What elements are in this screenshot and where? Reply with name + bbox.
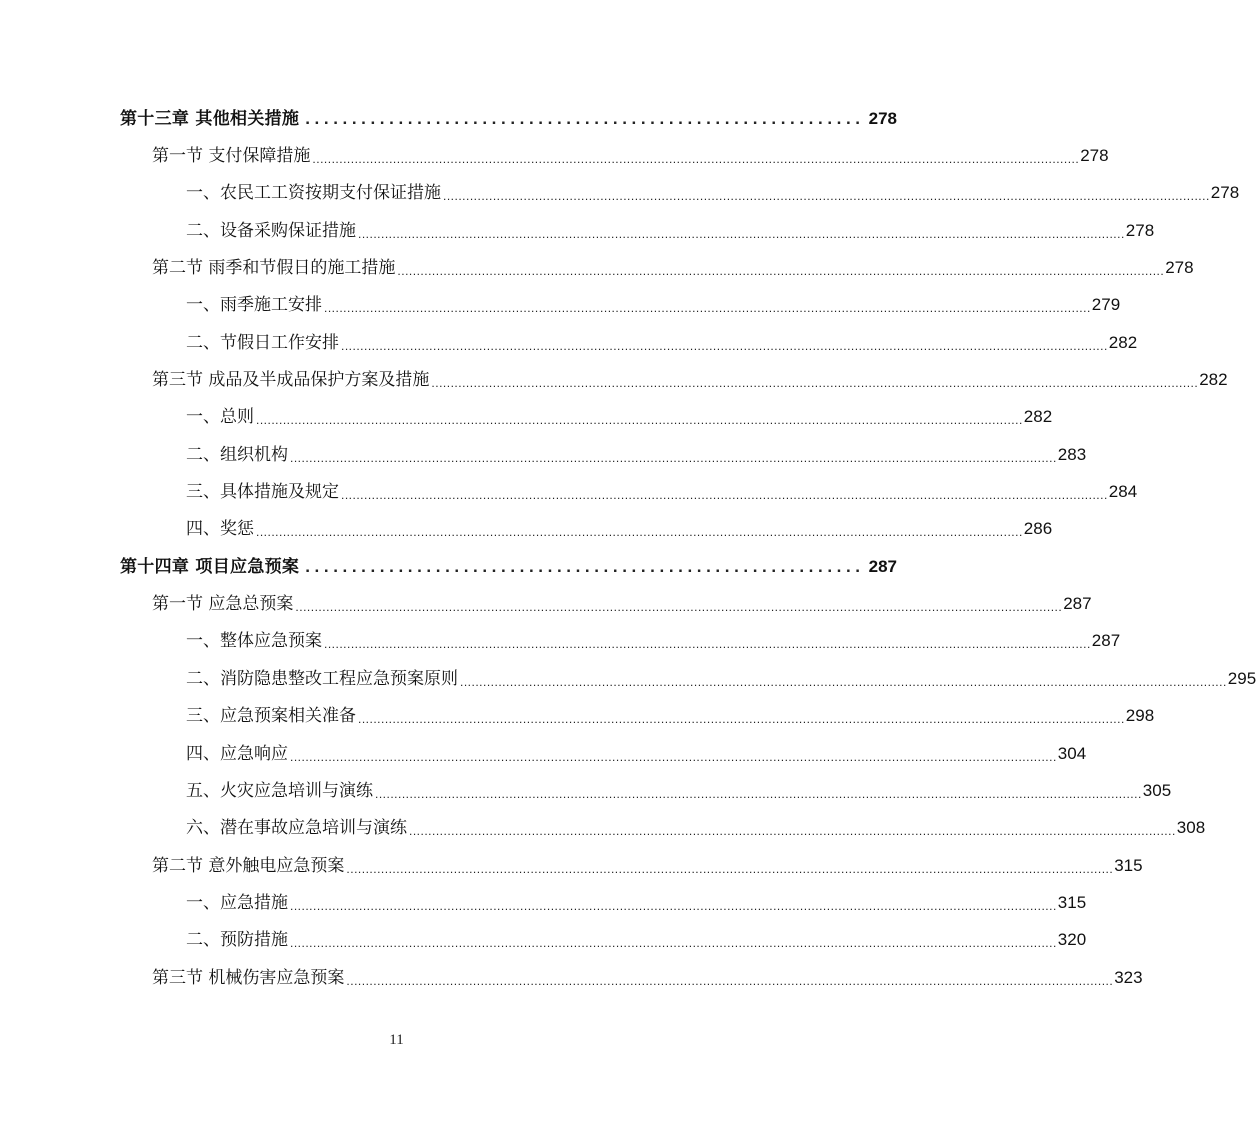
toc-entry-title: 第一节 应急总预案 <box>152 594 294 615</box>
toc-entry-page: 278 <box>1210 183 1240 203</box>
toc-entry-title: 第二节 意外触电应急预案 <box>152 855 345 876</box>
toc-entry-title: 一、整体应急预案 <box>186 631 322 652</box>
toc-entry-title: 一、雨季施工安排 <box>186 295 322 316</box>
toc-entry-page: 287 <box>868 556 897 576</box>
toc-entry-page: 287 <box>1063 594 1092 614</box>
toc-entry-title: 三、具体措施及规定 <box>186 482 339 503</box>
toc-subsection-entry[interactable] <box>0 175 1240 212</box>
toc-dot-leader: ........................................................................................................................................................................................................ <box>358 226 1125 241</box>
toc-entry-title: 四、应急响应 <box>186 743 288 764</box>
toc-dot-leader: ........................................................................................................................................................................................................ <box>290 749 1057 764</box>
toc-entry-page: 308 <box>1176 818 1206 838</box>
toc-dot-leader: ........................................................................................................................................................................................................ <box>256 525 1023 540</box>
toc-subsection-entry[interactable] <box>0 473 1138 510</box>
toc-subsection-entry[interactable] <box>0 772 1172 809</box>
toc-entry-title: 一、总则 <box>186 407 254 428</box>
toc-entry-title: 六、潜在事故应急培训与演练 <box>186 818 407 839</box>
toc-entry-title: 二、预防措施 <box>186 930 288 951</box>
toc-dot-leader: ........................................................................................................................................................................................................ <box>460 674 1227 689</box>
toc-entry-page: 315 <box>1114 855 1143 875</box>
toc-entry-title: 二、节假日工作安排 <box>186 332 339 353</box>
toc-entry-page: 278 <box>868 108 897 128</box>
toc-subsection-entry[interactable] <box>0 884 1087 921</box>
toc-dot-leader: ............................................................ <box>305 556 865 576</box>
toc-dot-leader: ............................................................ <box>305 108 865 128</box>
toc-section-entry[interactable] <box>0 847 1143 884</box>
toc-dot-leader: ........................................................................................................................................................................................................ <box>341 338 1108 353</box>
toc-entry-page: 279 <box>1091 295 1121 315</box>
toc-entry-title: 五、火灾应急培训与演练 <box>186 780 373 801</box>
toc-dot-leader: ........................................................................................................................................................................................................ <box>431 376 1199 391</box>
toc-entry-page: 278 <box>1125 220 1155 240</box>
toc-entry-page: 305 <box>1142 780 1172 800</box>
toc-entry-page: 320 <box>1057 930 1087 950</box>
toc-dot-leader: ........................................................................................................................................................................................................ <box>290 936 1057 951</box>
toc-entry-page: 282 <box>1108 332 1138 352</box>
toc-dot-leader: ........................................................................................................................................................................................................ <box>375 786 1142 801</box>
toc-entry-title: 第二节 雨季和节假日的施工措施 <box>152 258 396 279</box>
toc-entry-title: 四、奖惩 <box>186 519 254 540</box>
toc-dot-leader: ........................................................................................................................................................................................................ <box>256 413 1023 428</box>
toc-subsection-entry[interactable] <box>0 922 1087 959</box>
toc-entry-page: 283 <box>1057 444 1087 464</box>
toc-dot-leader: ........................................................................................................................................................................................................ <box>290 898 1057 913</box>
toc-entry-page: 278 <box>1165 258 1194 278</box>
toc-dot-leader: ........................................................................................................................................................................................................ <box>295 600 1063 615</box>
toc-entry-page: 298 <box>1125 706 1155 726</box>
toc-entry-page: 287 <box>1091 631 1121 651</box>
toc-chapter-entry[interactable] <box>0 548 897 585</box>
toc-entry-title: 三、应急预案相关准备 <box>186 706 356 727</box>
toc-subsection-entry[interactable] <box>0 436 1087 473</box>
toc-subsection-entry[interactable] <box>0 735 1087 772</box>
toc-entry-page: 282 <box>1023 407 1053 427</box>
toc-subsection-entry[interactable] <box>0 511 1053 548</box>
toc-entry-page: 315 <box>1057 892 1087 912</box>
toc-entry-page: 284 <box>1108 482 1138 502</box>
toc-entry-title: 一、农民工工资按期支付保证措施 <box>186 183 441 204</box>
toc-dot-leader: ........................................................................................................................................................................................................ <box>358 712 1125 727</box>
toc-chapter-entry[interactable] <box>0 100 897 137</box>
toc-dot-leader: ........................................................................................................................................................................................................ <box>341 488 1108 503</box>
toc-section-entry[interactable] <box>0 585 1092 622</box>
toc-subsection-entry[interactable] <box>0 660 1256 697</box>
toc-entry-title: 第十四章 项目应急预案 <box>120 556 300 577</box>
toc-subsection-entry[interactable] <box>0 623 1121 660</box>
toc-entry-page: 295 <box>1227 668 1256 688</box>
toc-subsection-entry[interactable] <box>0 698 1155 735</box>
toc-dot-leader: ........................................................................................................................................................................................................ <box>397 264 1165 279</box>
toc-entry-title: 二、消防隐患整改工程应急预案原则 <box>186 668 458 689</box>
toc-dot-leader: ........................................................................................................................................................................................................ <box>312 152 1080 167</box>
toc-dot-leader: ........................................................................................................................................................................................................ <box>324 301 1091 316</box>
toc-dot-leader: ........................................................................................................................................................................................................ <box>324 637 1091 652</box>
toc-entry-title: 第十三章 其他相关措施 <box>120 108 300 129</box>
toc-entry-page: 286 <box>1023 519 1053 539</box>
toc-dot-leader: ........................................................................................................................................................................................................ <box>290 450 1057 465</box>
toc-entry-page: 304 <box>1057 743 1087 763</box>
toc-entry-title: 二、设备采购保证措施 <box>186 220 356 241</box>
toc-subsection-entry[interactable] <box>0 810 1206 847</box>
toc-subsection-entry[interactable] <box>0 287 1121 324</box>
toc-entry-page: 323 <box>1114 967 1143 987</box>
toc-dot-leader: ........................................................................................................................................................................................................ <box>346 973 1114 988</box>
toc-section-entry[interactable] <box>0 137 1109 174</box>
toc-section-entry[interactable] <box>0 361 1228 398</box>
toc-entry-title: 第三节 成品及半成品保护方案及措施 <box>152 370 430 391</box>
toc-section-entry[interactable] <box>0 249 1194 286</box>
page-number: 11 <box>389 1032 404 1048</box>
toc-entry-title: 二、组织机构 <box>186 444 288 465</box>
toc-dot-leader: ........................................................................................................................................................................................................ <box>443 189 1210 204</box>
toc-subsection-entry[interactable] <box>0 399 1053 436</box>
toc-dot-leader: ........................................................................................................................................................................................................ <box>346 861 1114 876</box>
table-of-contents <box>0 100 1256 996</box>
toc-entry-page: 282 <box>1199 370 1228 390</box>
toc-entry-title: 第三节 机械伤害应急预案 <box>152 967 345 988</box>
toc-entry-title: 第一节 支付保障措施 <box>152 146 311 167</box>
toc-section-entry[interactable] <box>0 959 1143 996</box>
toc-entry-title: 一、应急措施 <box>186 892 288 913</box>
toc-dot-leader: ........................................................................................................................................................................................................ <box>409 824 1176 839</box>
toc-subsection-entry[interactable] <box>0 324 1138 361</box>
toc-entry-page: 278 <box>1080 146 1109 166</box>
toc-subsection-entry[interactable] <box>0 212 1155 249</box>
